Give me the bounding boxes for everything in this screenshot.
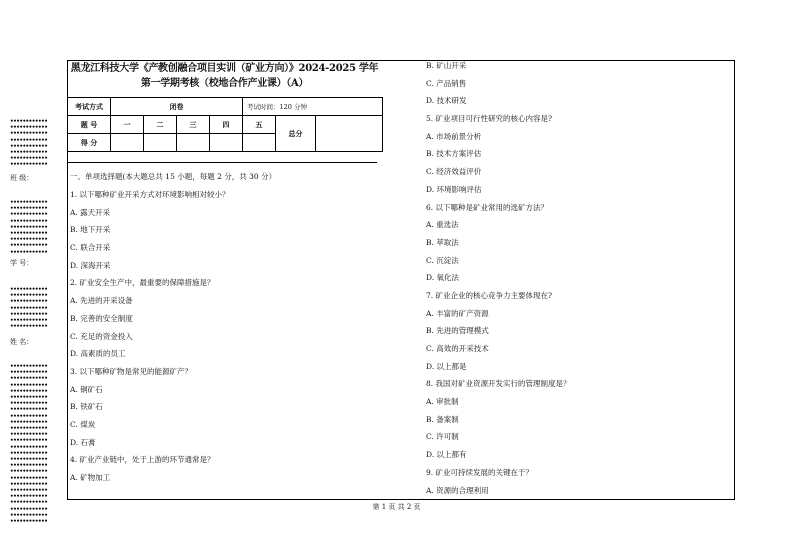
answer-option: C. 许可制 <box>426 432 459 442</box>
answer-option: A. 资源的合理利用 <box>426 485 489 495</box>
answer-option: B. 完善的安全制度 <box>70 313 133 323</box>
dot-line: •••••••••••• <box>10 425 48 433</box>
answer-option: A. 市场前景分析 <box>426 131 482 141</box>
dot-line: •••••••••••• <box>10 223 48 231</box>
exam-mode-label: 考试方式 <box>68 98 111 116</box>
dot-line: •••••••••••• <box>10 449 48 457</box>
dot-line: •••••••••••• <box>10 375 48 383</box>
dot-line: •••••••••••• <box>10 400 48 408</box>
dot-line: •••••••••••• <box>10 363 48 370</box>
dot-line: •••••••••••• <box>10 474 48 482</box>
dot-line: •••••••••••• <box>10 217 48 225</box>
name-label: 姓 名： <box>10 338 34 346</box>
class-label: 班 级： <box>10 174 34 182</box>
dot-line: •••••••••••• <box>10 505 48 513</box>
answer-option: D. 以上都是 <box>426 361 467 371</box>
exam-mode: 闭卷 <box>111 98 243 116</box>
answer-option: D. 深海开采 <box>70 260 111 270</box>
dot-line: •••••••••••• <box>10 493 48 501</box>
answer-option: A. 丰富的矿产资源 <box>426 308 489 318</box>
dot-line: •••••••••••• <box>10 462 48 470</box>
section-heading: 一、单项选择题(本大题总共 15 小题，每题 2 分，共 30 分） <box>70 172 277 181</box>
dot-line: •••••••••••• <box>10 118 48 125</box>
question-stem: 1. 以下哪种矿业开采方式对环境影响相对较小？ <box>70 190 230 199</box>
section-header: 五 <box>243 116 276 134</box>
section-header: 四 <box>210 116 243 134</box>
section-header: 二 <box>144 116 177 134</box>
dot-line: •••••••••••• <box>10 323 48 331</box>
question-stem: 9. 矿业可持续发展的关键在于？ <box>426 467 534 477</box>
student-id-label: 学 号： <box>10 259 34 267</box>
dot-line: •••••••••••• <box>10 406 48 414</box>
answer-option: B. 铁矿石 <box>70 402 103 412</box>
dot-line: •••••••••••• <box>10 286 48 293</box>
score-cell[interactable] <box>243 134 276 152</box>
dot-line: •••••••••••• <box>10 124 48 132</box>
answer-option: D. 环境影响评估 <box>426 184 482 194</box>
score-cell[interactable] <box>144 134 177 152</box>
answer-option: B. 矿山开采 <box>426 61 467 70</box>
dot-line: •••••••••••• <box>10 418 48 426</box>
dot-line: •••••••••••• <box>10 310 48 318</box>
answer-option: C. 产品销售 <box>426 78 467 88</box>
total-label: 总分 <box>276 116 316 152</box>
score-table <box>67 97 383 152</box>
question-stem: 2. 矿业安全生产中，最重要的保障措施是？ <box>70 278 215 288</box>
answer-option: B. 备案制 <box>426 414 459 424</box>
dot-line: •••••••••••• <box>10 236 48 244</box>
dot-line: •••••••••••• <box>10 155 48 163</box>
dot-line: •••••••••••• <box>10 230 48 238</box>
answer-option: B. 萃取法 <box>426 237 459 247</box>
section-header: 一 <box>111 116 144 134</box>
dot-line: •••••••••••• <box>10 443 48 451</box>
answer-option: C. 联合开采 <box>70 243 111 253</box>
dot-line: •••••••••••• <box>10 511 48 519</box>
dot-line: •••••••••••• <box>10 381 48 389</box>
score-label: 得 分 <box>68 134 111 152</box>
question-stem: 8. 我国对矿业资源开发实行的管理制度是？ <box>426 379 571 389</box>
answer-option: A. 审批制 <box>426 397 459 407</box>
question-stem: 6. 以下哪种是矿业常用的选矿方法？ <box>426 202 549 212</box>
question-stem: 3. 以下哪种矿物是常见的能源矿产？ <box>70 366 193 376</box>
dot-line: •••••••••••• <box>10 317 48 325</box>
divider <box>67 162 377 163</box>
dot-line: •••••••••••• <box>10 480 48 488</box>
total-score-cell[interactable] <box>316 116 383 152</box>
dot-line: •••••••••••• <box>10 412 48 420</box>
dot-line: •••••••••••• <box>10 205 48 213</box>
answer-option: C. 沉淀法 <box>426 255 459 265</box>
answer-option: D. 石膏 <box>70 437 96 447</box>
answer-option: A. 先进的开采设备 <box>70 296 133 306</box>
dot-line: •••••••••••• <box>10 487 48 495</box>
binding-dots <box>10 119 47 169</box>
answer-option: A. 重选法 <box>426 220 459 230</box>
answer-option: C. 充足的资金投入 <box>70 331 133 341</box>
exam-title-line2: 第一学期考核（校地合作产业课）（A） <box>140 78 309 89</box>
score-cell[interactable] <box>177 134 210 152</box>
answer-option: B. 技术方案评估 <box>426 149 482 159</box>
answer-option: C. 煤炭 <box>70 419 96 429</box>
dot-line: •••••••••••• <box>10 304 48 312</box>
question-stem: 5. 矿业项目可行性研究的核心内容是? <box>426 114 553 124</box>
answer-option: A. 露天开采 <box>70 207 111 217</box>
dot-line: •••••••••••• <box>10 149 48 157</box>
dot-line: •••••••••••• <box>10 456 48 464</box>
answer-option: A. 铜矿石 <box>70 384 103 394</box>
score-cell[interactable] <box>210 134 243 152</box>
exam-title-line1: 黑龙江科技大学《产教创融合项目实训（矿业方向）》2024-2025 学年 <box>70 63 379 74</box>
dot-line: •••••••••••• <box>10 211 48 219</box>
answer-option: A. 矿物加工 <box>70 473 111 482</box>
dot-line: •••••••••••• <box>10 199 48 206</box>
dot-line: •••••••••••• <box>10 292 48 300</box>
question-no-label: 题 号 <box>68 116 111 134</box>
dot-line: •••••••••••• <box>10 298 48 306</box>
dot-line: •••••••••••• <box>10 248 48 256</box>
answer-option: D. 高素质的员工 <box>70 349 126 359</box>
section-header: 三 <box>177 116 210 134</box>
answer-option: D. 以上都有 <box>426 450 467 460</box>
dot-line: •••••••••••• <box>10 387 48 395</box>
dot-line: •••••••••••• <box>10 468 48 476</box>
dot-line: •••••••••••• <box>10 130 48 138</box>
dot-line: •••••••••••• <box>10 431 48 439</box>
dot-line: •••••••••••• <box>10 437 48 445</box>
binding-dots <box>10 287 47 330</box>
answer-option: D. 氧化法 <box>426 273 460 283</box>
dot-line: •••••••••••• <box>10 136 48 144</box>
dot-line: •••••••••••• <box>10 242 48 250</box>
left-column-questions <box>70 186 230 487</box>
score-cell[interactable] <box>111 134 144 152</box>
question-stem: 7. 矿业企业的核心竞争力主要体现在? <box>426 290 553 300</box>
answer-option: B. 先进的管理模式 <box>426 326 489 336</box>
exam-time: 考试时间：120 分钟 <box>243 98 383 116</box>
question-stem: 4. 矿业产业链中，处于上游的环节通常是？ <box>70 455 215 465</box>
answer-option: C. 高效的开采技术 <box>426 344 489 353</box>
binding-dots <box>10 200 47 256</box>
answer-option: C. 经济效益评价 <box>426 167 482 177</box>
answer-option: D. 技术研发 <box>426 96 467 106</box>
dot-line: •••••••••••• <box>10 394 48 402</box>
dot-line: •••••••••••• <box>10 369 48 377</box>
dot-line: •••••••••••• <box>10 499 48 507</box>
dot-line: •••••••••••• <box>10 142 48 150</box>
right-column-questions <box>426 57 571 499</box>
page-footer: 第 1 页 共 2 页 <box>372 503 421 511</box>
dot-line: •••••••••••• <box>10 518 48 526</box>
answer-option: B. 地下开采 <box>70 225 111 235</box>
dot-line: •••••••••••• <box>10 161 48 169</box>
